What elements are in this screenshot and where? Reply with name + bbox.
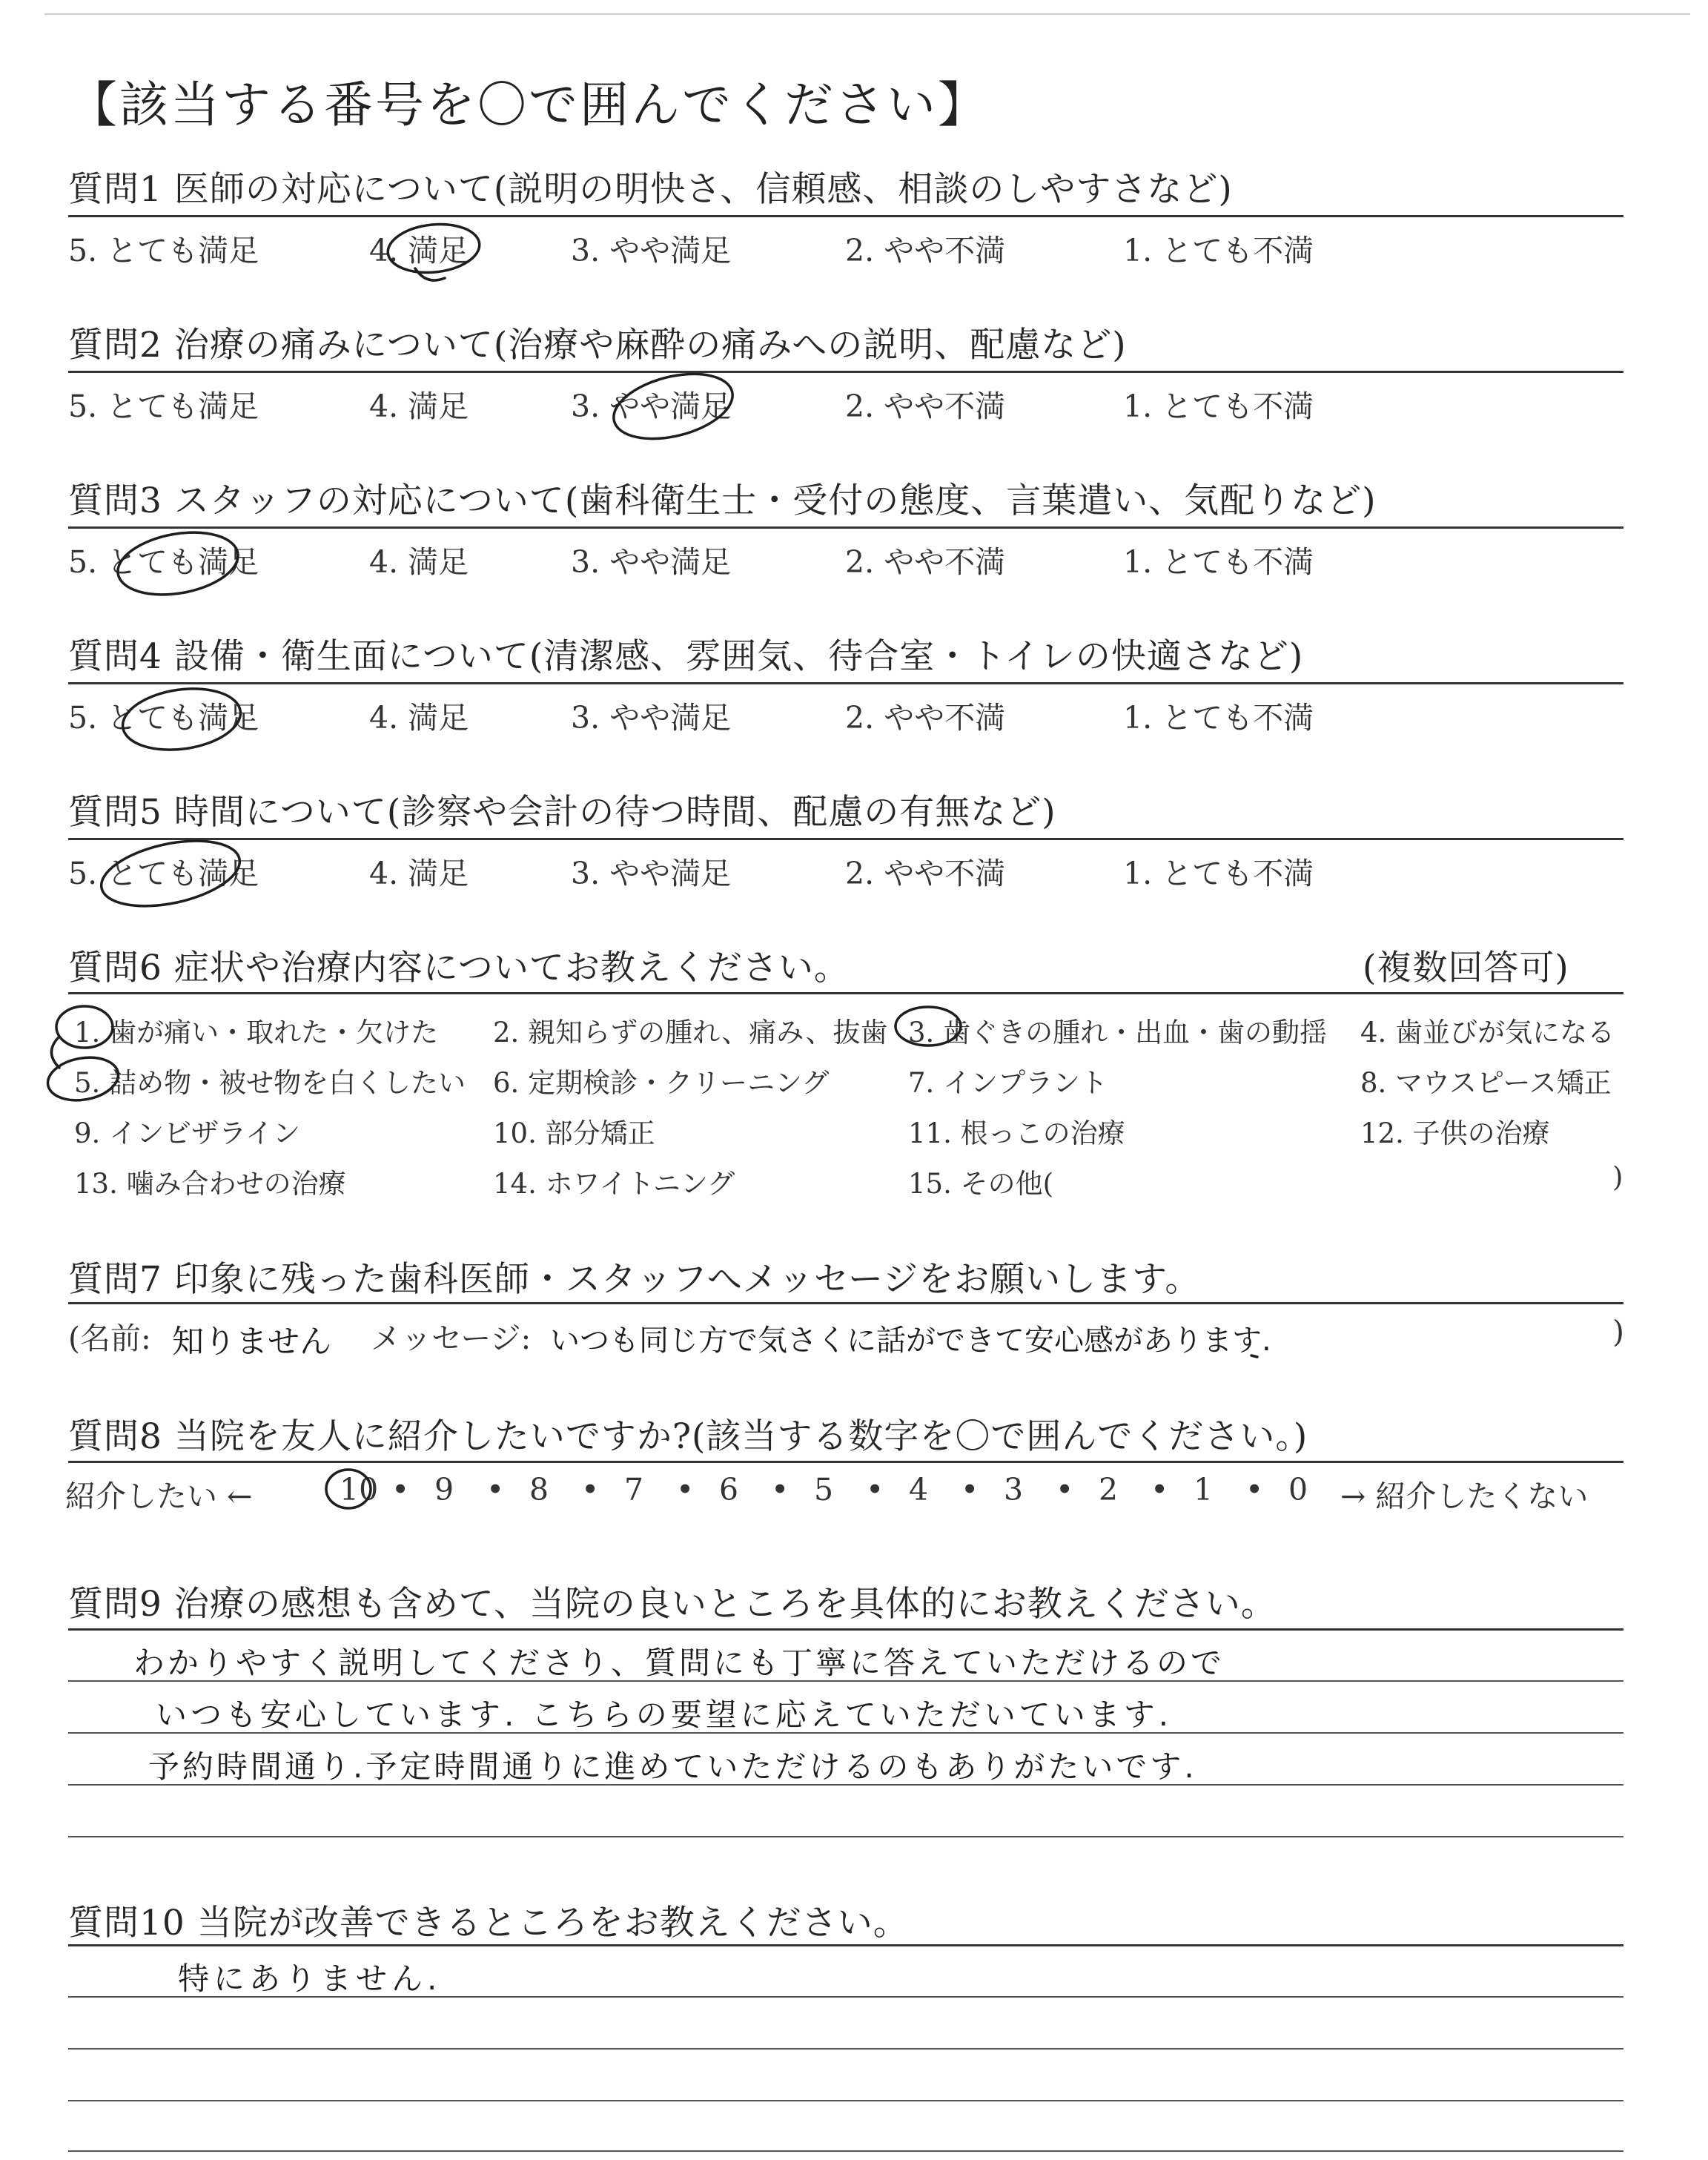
q8-scale-dot: •: [1151, 1472, 1169, 1507]
q4-option-5[interactable]: 5. とても満足: [68, 700, 259, 736]
question-7-title: 質問7 印象に残った歯科医師・スタッフへメッセージをお願いします。: [68, 1259, 1201, 1300]
q1-option-5[interactable]: 5. とても満足: [68, 233, 259, 268]
q8-scale-value[interactable]: 7: [624, 1472, 644, 1507]
q8-scale-value[interactable]: 5: [814, 1472, 834, 1507]
q8-scale-dot: •: [391, 1472, 410, 1507]
q9-answer-line-2[interactable]: いつも安心しています. こちらの要望に応えていただいています.: [156, 1697, 1173, 1733]
question-6-rule: [68, 992, 1623, 994]
question-6-title: 質問6 症状や治療内容についてお教えください。: [68, 948, 850, 988]
q8-scale-dot: •: [771, 1472, 790, 1507]
question-5-rule: [68, 838, 1623, 840]
q6-option-13[interactable]: 13. 噛み合わせの治療: [74, 1168, 346, 1200]
q6-option-4[interactable]: 4. 歯並びが気になる: [1360, 1017, 1615, 1048]
q5-option-2[interactable]: 2. やや不満: [845, 856, 1006, 891]
q1-option-3[interactable]: 3. やや満足: [571, 233, 732, 268]
question-10-rule: [68, 1944, 1623, 1946]
q10-writing-line-4: [68, 2150, 1623, 2152]
q2-option-3[interactable]: 3. やや満足: [571, 389, 732, 424]
q3-option-4[interactable]: 4. 満足: [369, 544, 469, 580]
q6-option-12[interactable]: 12. 子供の治療: [1360, 1117, 1550, 1149]
q2-option-2[interactable]: 2. やや不満: [845, 389, 1006, 424]
q4-option-1[interactable]: 1. とても不満: [1123, 700, 1314, 736]
q8-scale-value[interactable]: 3: [1004, 1472, 1024, 1507]
q5-option-1[interactable]: 1. とても不満: [1123, 856, 1314, 891]
q5-option-3[interactable]: 3. やや満足: [571, 856, 732, 891]
q3-option-5[interactable]: 5. とても満足: [68, 544, 259, 580]
q8-scale-dot: •: [581, 1472, 600, 1507]
q9-answer-line-3[interactable]: 予約時間通り.予定時間通りに進めていただけるのもありがたいです.: [148, 1748, 1197, 1785]
question-8-rule: [68, 1461, 1623, 1463]
question-1-rule: [68, 215, 1623, 217]
q7-name-label: (名前:: [68, 1321, 151, 1356]
q6-option-3[interactable]: 3. 歯ぐきの腫れ・出血・歯の動揺: [908, 1017, 1328, 1048]
question-7-rule: [68, 1302, 1623, 1304]
question-4-title: 質問4 設備・衛生面について(清潔感、雰囲気、待合室・トイレの快適さなど): [68, 636, 1304, 677]
q6-option-5[interactable]: 5. 詰め物・被せ物を白くしたい: [74, 1067, 466, 1099]
q4-option-3[interactable]: 3. やや満足: [571, 700, 732, 736]
q7-close-paren: ): [1612, 1314, 1624, 1350]
q3-option-3[interactable]: 3. やや満足: [571, 544, 732, 580]
q10-writing-line-2: [68, 2048, 1623, 2050]
question-3-title: 質問3 スタッフの対応について(歯科衛生士・受付の態度、言葉遣い、気配りなど): [68, 480, 1377, 521]
question-2-rule: [68, 371, 1623, 373]
q8-scale-value[interactable]: 2: [1099, 1472, 1119, 1507]
question-5-title: 質問5 時間について(診察や会計の待つ時間、配慮の有無など): [68, 792, 1056, 833]
q9-answer-line-1[interactable]: わかりやすく説明してくださり、質問にも丁寧に答えていただけるので: [133, 1645, 1225, 1681]
q6-option-2[interactable]: 2. 親知らずの腫れ、痛み、抜歯: [493, 1017, 888, 1048]
q8-scale-value[interactable]: 10: [340, 1472, 379, 1507]
q6-option-11[interactable]: 11. 根っこの治療: [908, 1117, 1125, 1149]
q10-writing-line-3: [68, 2100, 1623, 2101]
q8-right-label: → 紹介したくない: [1340, 1479, 1589, 1514]
question-8-title: 質問8 当院を友人に紹介したいですか?(該当する数字を〇で囲んでください。): [68, 1416, 1308, 1457]
question-3-rule: [68, 526, 1623, 529]
q6-circle-link: [51, 1038, 59, 1068]
q7-message-label: メッセージ:: [371, 1321, 532, 1356]
q6-other-close-paren: ): [1612, 1161, 1623, 1193]
q3-option-2[interactable]: 2. やや不満: [845, 544, 1006, 580]
q8-scale-value[interactable]: 8: [529, 1472, 549, 1507]
q8-left-label: 紹介したい ←: [65, 1479, 253, 1514]
q6-option-9[interactable]: 9. インビザライン: [74, 1117, 300, 1149]
q6-option-10[interactable]: 10. 部分矯正: [493, 1117, 655, 1149]
q3-option-1[interactable]: 1. とても不満: [1123, 544, 1314, 580]
question-4-rule: [68, 682, 1623, 684]
question-2-title: 質問2 治療の痛みについて(治療や麻酔の痛みへの説明、配慮など): [68, 325, 1127, 366]
q2-option-4[interactable]: 4. 満足: [369, 389, 469, 424]
q8-scale-value[interactable]: 1: [1194, 1472, 1214, 1507]
q4-option-2[interactable]: 2. やや不満: [845, 700, 1006, 736]
q10-answer-line-1[interactable]: 特にありません.: [178, 1961, 442, 1997]
question-9-title: 質問9 治療の感想も含めて、当院の良いところを具体的にお教えください。: [68, 1584, 1277, 1625]
question-1-title: 質問1 医師の対応について(説明の明快さ、信頼感、相談のしやすさなど): [68, 169, 1233, 210]
q7-name-value[interactable]: 知りません: [172, 1324, 331, 1361]
q8-scale-value[interactable]: 9: [434, 1472, 454, 1507]
q1-option-1[interactable]: 1. とても不満: [1123, 233, 1314, 268]
q8-scale-value[interactable]: 6: [719, 1472, 739, 1507]
q2-option-1[interactable]: 1. とても不満: [1123, 389, 1314, 424]
question-6-note: (複数回答可): [1363, 948, 1569, 988]
q5-option-5[interactable]: 5. とても満足: [68, 856, 259, 891]
q6-option-7[interactable]: 7. インプラント: [908, 1067, 1108, 1099]
q8-scale-value[interactable]: 0: [1288, 1472, 1308, 1507]
q8-scale-dot: •: [486, 1472, 505, 1507]
q6-option-14[interactable]: 14. ホワイトニング: [493, 1168, 735, 1200]
q6-option-6[interactable]: 6. 定期検診・クリーニング: [493, 1067, 830, 1099]
q5-option-4[interactable]: 4. 満足: [369, 856, 469, 891]
q6-option-15[interactable]: 15. その他(: [908, 1168, 1054, 1200]
q8-scale-value[interactable]: 4: [909, 1472, 929, 1507]
q1-option-2[interactable]: 2. やや不満: [845, 233, 1006, 268]
q4-option-4[interactable]: 4. 満足: [369, 700, 469, 736]
q8-scale-dot: •: [1056, 1472, 1074, 1507]
q6-option-8[interactable]: 8. マウスピース矯正: [1360, 1067, 1612, 1099]
scan-top-edge: [44, 13, 1690, 15]
page-header: 【該当する番号を〇で囲んでください】: [68, 76, 989, 133]
question-10-title: 質問10 当院が改善できるところをお教えください。: [68, 1903, 909, 1943]
q8-scale-dot: •: [961, 1472, 979, 1507]
q6-option-1[interactable]: 1. 歯が痛い・取れた・欠けた: [74, 1017, 439, 1048]
q8-scale-dot: •: [866, 1472, 884, 1507]
q1-option-4[interactable]: 4. 満足: [369, 233, 469, 268]
q8-scale-dot: •: [676, 1472, 695, 1507]
q8-scale-dot: •: [1245, 1472, 1264, 1507]
q2-option-5[interactable]: 5. とても満足: [68, 389, 259, 424]
q7-message-value[interactable]: いつも同じ方で気さくに話ができて安心感があります.: [550, 1324, 1271, 1358]
q1-circle-tail: [415, 268, 445, 280]
question-9-rule: [68, 1628, 1623, 1631]
q9-writing-line-4: [68, 1836, 1623, 1837]
